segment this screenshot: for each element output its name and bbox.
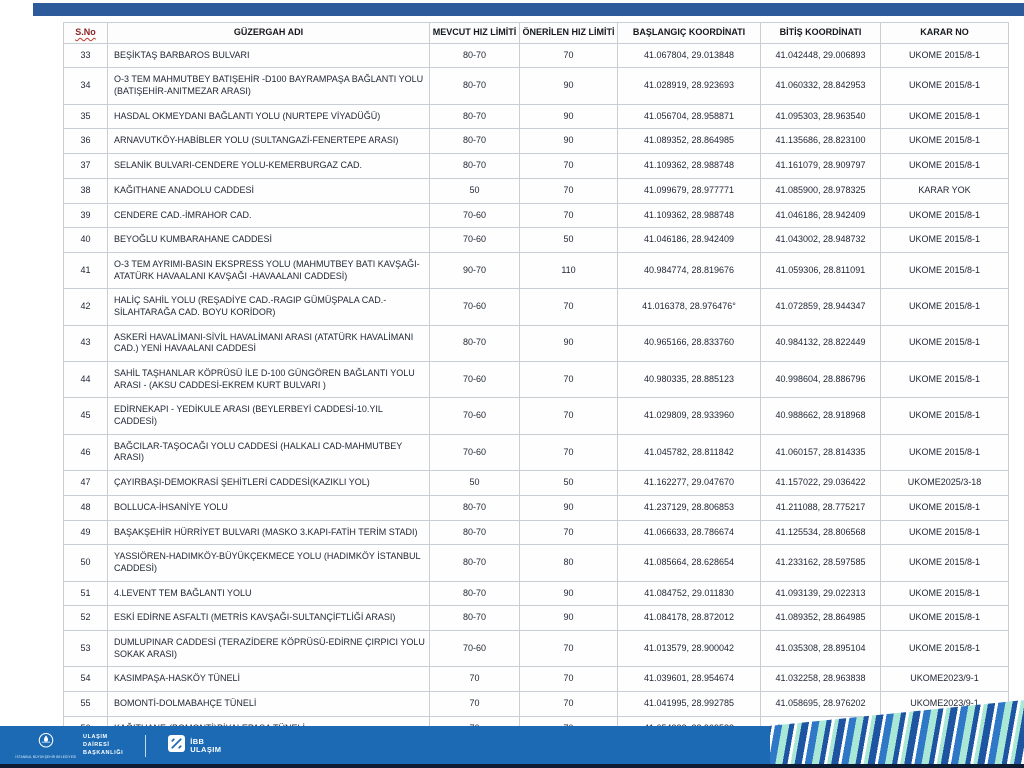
cell-route-name: O-3 TEM MAHMUTBEY BATIŞEHİR -D100 BAYRAMPAŞA BAĞLANTI YOLU (BATIŞEHİR-ANITMEZAR ARASI) (108, 68, 430, 104)
cell-route-name: ASKERİ HAVALİMANI-SİVİL HAVALİMANI ARASI (ATATÜRK HAVALİMANI CAD.) YENİ HAVAALANI CADDESİ (108, 325, 430, 361)
table-row (64, 581, 1009, 606)
cell-sno: 55 (64, 692, 108, 717)
table-row (64, 495, 1009, 520)
cell-start-coordinate: 41.013579, 28.900042 (618, 630, 761, 666)
cell-end-coordinate: 41.059306, 28.811091 (761, 252, 881, 288)
cell-decision-no: UKOME 2015/8-1 (881, 362, 1009, 398)
cell-start-coordinate: 41.109362, 28.988748 (618, 203, 761, 228)
cell-end-coordinate: 41.093139, 29.022313 (761, 581, 881, 606)
footer-content (15, 730, 222, 762)
cell-route-name: 4.LEVENT TEM BAĞLANTI YOLU (108, 581, 430, 606)
cell-proposed-limit: 70 (520, 362, 618, 398)
speed-limit-table-wrapper (63, 22, 1008, 741)
cell-start-coordinate: 41.028919, 28.923693 (618, 68, 761, 104)
table-row (64, 178, 1009, 203)
cell-route-name: EDİRNEKAPI - YEDİKULE ARASI (BEYLERBEYİ CADDESİ-10.YIL CADDESİ) (108, 398, 430, 434)
department-line-3: BAŞKANLIĞI (83, 749, 124, 756)
cell-sno: 54 (64, 667, 108, 692)
cell-current-limit: 50 (430, 471, 520, 496)
table-row (64, 252, 1009, 288)
cell-start-coordinate: 41.045782, 28.811842 (618, 434, 761, 470)
cell-start-coordinate: 41.085664, 28.628654 (618, 545, 761, 581)
cell-decision-no: UKOME 2015/8-1 (881, 520, 1009, 545)
cell-current-limit: 70-60 (430, 434, 520, 470)
bottom-dark-strip (0, 764, 1024, 768)
cell-end-coordinate: 40.998604, 28.886796 (761, 362, 881, 398)
cell-sno: 46 (64, 434, 108, 470)
cell-decision-no: UKOME 2015/8-1 (881, 203, 1009, 228)
cell-start-coordinate: 41.029809, 28.933960 (618, 398, 761, 434)
table-row (64, 545, 1009, 581)
cell-proposed-limit: 90 (520, 325, 618, 361)
cell-current-limit: 70-60 (430, 289, 520, 325)
cell-proposed-limit: 70 (520, 154, 618, 179)
cell-proposed-limit: 90 (520, 581, 618, 606)
cell-decision-no: UKOME 2015/8-1 (881, 581, 1009, 606)
cell-end-coordinate: 41.058695, 28.976202 (761, 692, 881, 717)
cell-decision-no: UKOME 2015/8-1 (881, 325, 1009, 361)
cell-proposed-limit: 70 (520, 398, 618, 434)
top-accent-bar (33, 3, 1024, 16)
cell-proposed-limit: 50 (520, 228, 618, 253)
cell-start-coordinate: 41.162277, 29.047670 (618, 471, 761, 496)
cell-current-limit: 80-70 (430, 68, 520, 104)
cell-current-limit: 80-70 (430, 495, 520, 520)
table-row (64, 129, 1009, 154)
cell-sno: 41 (64, 252, 108, 288)
cell-end-coordinate: 40.988662, 28.918968 (761, 398, 881, 434)
cell-decision-no: UKOME 2015/8-1 (881, 154, 1009, 179)
cell-decision-no: UKOME2025/3-18 (881, 471, 1009, 496)
cell-start-coordinate: 41.084752, 29.011830 (618, 581, 761, 606)
cell-sno: 34 (64, 68, 108, 104)
cell-current-limit: 80-70 (430, 104, 520, 129)
cell-end-coordinate: 41.089352, 28.864985 (761, 606, 881, 631)
cell-sno: 44 (64, 362, 108, 398)
table-row (64, 520, 1009, 545)
brand-text (190, 738, 221, 755)
table-row (64, 325, 1009, 361)
cell-route-name: KAĞITHANE ANADOLU CADDESİ (108, 178, 430, 203)
cell-end-coordinate: 41.035308, 28.895104 (761, 630, 881, 666)
cell-decision-no: UKOME 2015/8-1 (881, 289, 1009, 325)
cell-current-limit: 70-60 (430, 398, 520, 434)
cell-route-name: BOLLUCA-İHSANİYE YOLU (108, 495, 430, 520)
table-row (64, 630, 1009, 666)
cell-proposed-limit: 70 (520, 203, 618, 228)
cell-decision-no: UKOME 2015/8-1 (881, 495, 1009, 520)
table-row (64, 471, 1009, 496)
table-row (64, 104, 1009, 129)
cell-end-coordinate: 41.060157, 28.814335 (761, 434, 881, 470)
cell-current-limit: 70-60 (430, 630, 520, 666)
table-row (64, 362, 1009, 398)
cell-end-coordinate: 41.085900, 28.978325 (761, 178, 881, 203)
cell-sno: 33 (64, 43, 108, 68)
cell-route-name: SELANİK BULVARI-CENDERE YOLU-KEMERBURGAZ CAD. (108, 154, 430, 179)
cell-route-name: ÇAYIRBAŞI-DEMOKRASİ ŞEHİTLERİ CADDESİ(KAZIKLI YOL) (108, 471, 430, 496)
department-line-1: ULAŞIM (83, 734, 108, 741)
cell-start-coordinate: 40.984774, 28.819676 (618, 252, 761, 288)
table-row (64, 228, 1009, 253)
cell-start-coordinate: 41.016378, 28.976476° (618, 289, 761, 325)
table-row (64, 154, 1009, 179)
cell-sno: 37 (64, 154, 108, 179)
cell-decision-no: UKOME 2015/8-1 (881, 606, 1009, 631)
cell-sno: 36 (64, 129, 108, 154)
column-header-decision-no: KARAR NO (881, 23, 1009, 44)
column-header-route: GÜZERGAH ADI (108, 23, 430, 44)
cell-sno: 49 (64, 520, 108, 545)
cell-decision-no: UKOME 2015/8-1 (881, 43, 1009, 68)
cell-route-name: ESKİ EDİRNE ASFALTI (METRİS KAVŞAĞI-SULTANÇİFTLİĞİ ARASI) (108, 606, 430, 631)
cell-decision-no: UKOME2023/9-1 (881, 667, 1009, 692)
cell-end-coordinate: 41.060332, 28.842953 (761, 68, 881, 104)
cell-start-coordinate: 41.056704, 28.958871 (618, 104, 761, 129)
table-row (64, 692, 1009, 717)
cell-proposed-limit: 70 (520, 43, 618, 68)
department-label (83, 734, 123, 758)
sno-label: S.No (75, 27, 96, 37)
brand-line-2: ULAŞIM (190, 745, 222, 754)
cell-sno: 39 (64, 203, 108, 228)
column-header-start-coordinate: BAŞLANGIÇ KOORDİNATI (618, 23, 761, 44)
cell-sno: 52 (64, 606, 108, 631)
cell-start-coordinate: 41.237129, 28.806853 (618, 495, 761, 520)
cell-end-coordinate: 41.095303, 28.963540 (761, 104, 881, 129)
cell-start-coordinate: 40.980335, 28.885123 (618, 362, 761, 398)
cell-sno: 38 (64, 178, 108, 203)
cell-decision-no: UKOME 2015/8-1 (881, 68, 1009, 104)
cell-proposed-limit: 70 (520, 434, 618, 470)
cell-start-coordinate: 41.089352, 28.864985 (618, 129, 761, 154)
cell-decision-no: UKOME 2015/8-1 (881, 398, 1009, 434)
cell-route-name: CENDERE CAD.-İMRAHOR CAD. (108, 203, 430, 228)
cell-route-name: HALİÇ SAHİL YOLU (REŞADİYE CAD.-RAGIP GÜMÜŞPALA CAD.-SİLAHTARAĞA CAD. BOYU KORİDOR) (108, 289, 430, 325)
cell-end-coordinate: 41.072859, 28.944347 (761, 289, 881, 325)
cell-proposed-limit: 70 (520, 520, 618, 545)
cell-decision-no: UKOME 2015/8-1 (881, 104, 1009, 129)
cell-decision-no: UKOME 2015/8-1 (881, 434, 1009, 470)
cell-current-limit: 80-70 (430, 520, 520, 545)
cell-current-limit: 80-70 (430, 581, 520, 606)
cell-current-limit: 70-60 (430, 228, 520, 253)
table-row (64, 667, 1009, 692)
cell-sno: 35 (64, 104, 108, 129)
table-header-row (64, 23, 1009, 44)
cell-route-name: O-3 TEM AYRIMI-BASIN EKSPRESS YOLU (MAHMUTBEY BATI KAVŞAĞI-ATATÜRK HAVAALANI KAVŞAĞI -HAVAALANI CADDESİ) (108, 252, 430, 288)
cell-route-name: BOMONTİ-DOLMABAHÇE TÜNELİ (108, 692, 430, 717)
cell-current-limit: 80-70 (430, 325, 520, 361)
cell-end-coordinate: 41.042448, 29.006893 (761, 43, 881, 68)
table-row (64, 203, 1009, 228)
column-header-proposed-limit: ÖNERİLEN HIZ LİMİTİ (520, 23, 618, 44)
cell-sno: 48 (64, 495, 108, 520)
cell-end-coordinate: 41.157022, 29.036422 (761, 471, 881, 496)
cell-current-limit: 70 (430, 692, 520, 717)
cell-decision-no: KARAR YOK (881, 178, 1009, 203)
cell-end-coordinate: 41.161079, 28.909797 (761, 154, 881, 179)
table-row (64, 289, 1009, 325)
table-row (64, 68, 1009, 104)
cell-current-limit: 80-70 (430, 154, 520, 179)
column-header-current-limit: MEVCUT HIZ LİMİTİ (430, 23, 520, 44)
cell-current-limit: 90-70 (430, 252, 520, 288)
cell-proposed-limit: 70 (520, 178, 618, 203)
cell-route-name: DUMLUPINAR CADDESİ (TERAZİDERE KÖPRÜSÜ-EDİRNE ÇIRPICI YOLU SOKAK ARASI) (108, 630, 430, 666)
cell-proposed-limit: 80 (520, 545, 618, 581)
cell-sno: 53 (64, 630, 108, 666)
table-body (64, 43, 1009, 741)
department-line-2: DAİRESİ (83, 742, 110, 749)
cell-decision-no: UKOME 2015/8-1 (881, 228, 1009, 253)
cell-current-limit: 80-70 (430, 545, 520, 581)
cell-current-limit: 80-70 (430, 606, 520, 631)
cell-end-coordinate: 41.125534, 28.806568 (761, 520, 881, 545)
table-row (64, 43, 1009, 68)
cell-start-coordinate: 40.965166, 28.833760 (618, 325, 761, 361)
brand-line-1: İBB (190, 736, 205, 746)
cell-proposed-limit: 70 (520, 667, 618, 692)
table-row (64, 434, 1009, 470)
cell-sno: 51 (64, 581, 108, 606)
cell-end-coordinate: 41.032258, 28.963838 (761, 667, 881, 692)
cell-end-coordinate: 41.211088, 28.775217 (761, 495, 881, 520)
column-header-sno (64, 23, 108, 44)
cell-start-coordinate: 41.067804, 29.013848 (618, 43, 761, 68)
cell-current-limit: 70-60 (430, 362, 520, 398)
cell-start-coordinate: 41.041995, 28.992785 (618, 692, 761, 717)
speed-limit-table (63, 22, 1009, 741)
cell-route-name: BEŞİKTAŞ BARBAROS BULVARI (108, 43, 430, 68)
cell-start-coordinate: 41.046186, 28.942409 (618, 228, 761, 253)
cell-decision-no: UKOME 2015/8-1 (881, 252, 1009, 288)
cell-route-name: ARNAVUTKÖY-HABİBLER YOLU (SULTANGAZİ-FENERTEPE ARASI) (108, 129, 430, 154)
cell-route-name: YASSIÖREN-HADIMKÖY-BÜYÜKÇEKMECE YOLU (HADIMKÖY İSTANBUL CADDESİ) (108, 545, 430, 581)
cell-route-name: BAĞCILAR-TAŞOCAĞI YOLU CADDESİ (HALKALI CAD-MAHMUTBEY ARASI) (108, 434, 430, 470)
cell-proposed-limit: 50 (520, 471, 618, 496)
ibb-ulasim-icon (168, 735, 185, 757)
ibb-emblem-icon (37, 732, 55, 755)
cell-sno: 45 (64, 398, 108, 434)
cell-proposed-limit: 90 (520, 129, 618, 154)
cell-start-coordinate: 41.099679, 28.977771 (618, 178, 761, 203)
footer-divider (145, 735, 146, 757)
cell-sno: 42 (64, 289, 108, 325)
cell-end-coordinate: 41.043002, 28.948732 (761, 228, 881, 253)
cell-proposed-limit: 90 (520, 606, 618, 631)
cell-route-name: SAHİL TAŞHANLAR KÖPRÜSÜ İLE D-100 GÜNGÖREN BAĞLANTI YOLU ARASI - (AKSU CADDESİ-EKREM KURT BULVARI ) (108, 362, 430, 398)
cell-start-coordinate: 41.066633, 28.786674 (618, 520, 761, 545)
table-row (64, 606, 1009, 631)
cell-decision-no: UKOME2023/9-1 (881, 692, 1009, 717)
cell-proposed-limit: 70 (520, 692, 618, 717)
ibb-municipality-logo (15, 732, 77, 760)
cell-route-name: KASIMPAŞA-HASKÖY TÜNELİ (108, 667, 430, 692)
cell-proposed-limit: 70 (520, 630, 618, 666)
cell-sno: 47 (64, 471, 108, 496)
cell-route-name: BEYOĞLU KUMBARAHANE CADDESİ (108, 228, 430, 253)
table-row (64, 398, 1009, 434)
cell-proposed-limit: 70 (520, 289, 618, 325)
cell-decision-no: UKOME 2015/8-1 (881, 545, 1009, 581)
cell-end-coordinate: 40.984132, 28.822449 (761, 325, 881, 361)
cell-end-coordinate: 41.233162, 28.597585 (761, 545, 881, 581)
cell-end-coordinate: 41.046186, 28.942409 (761, 203, 881, 228)
column-header-end-coordinate: BİTİŞ KOORDİNATI (761, 23, 881, 44)
cell-route-name: HASDAL OKMEYDANI BAĞLANTI YOLU (NURTEPE VİYADÜĞÜ) (108, 104, 430, 129)
cell-current-limit: 50 (430, 178, 520, 203)
cell-decision-no: UKOME 2015/8-1 (881, 129, 1009, 154)
cell-end-coordinate: 41.135686, 28.823100 (761, 129, 881, 154)
cell-decision-no: UKOME 2015/8-1 (881, 630, 1009, 666)
cell-sno: 43 (64, 325, 108, 361)
cell-proposed-limit: 110 (520, 252, 618, 288)
cell-proposed-limit: 90 (520, 68, 618, 104)
cell-sno: 40 (64, 228, 108, 253)
cell-current-limit: 70-60 (430, 203, 520, 228)
cell-sno: 50 (64, 545, 108, 581)
cell-current-limit: 70 (430, 667, 520, 692)
cell-start-coordinate: 41.084178, 28.872012 (618, 606, 761, 631)
ibb-logo-caption: İSTANBUL BÜYÜKŞEHİR BELEDİYESİ (15, 755, 77, 760)
cell-start-coordinate: 41.109362, 28.988748 (618, 154, 761, 179)
cell-current-limit: 80-70 (430, 43, 520, 68)
cell-current-limit: 80-70 (430, 129, 520, 154)
cell-proposed-limit: 90 (520, 495, 618, 520)
cell-proposed-limit: 90 (520, 104, 618, 129)
ibb-ulasim-brand (168, 735, 221, 757)
cell-route-name: BAŞAKŞEHİR HÜRRİYET BULVARI (MASKO 3.KAPI-FATİH TERİM STADI) (108, 520, 430, 545)
cell-start-coordinate: 41.039601, 28.954674 (618, 667, 761, 692)
